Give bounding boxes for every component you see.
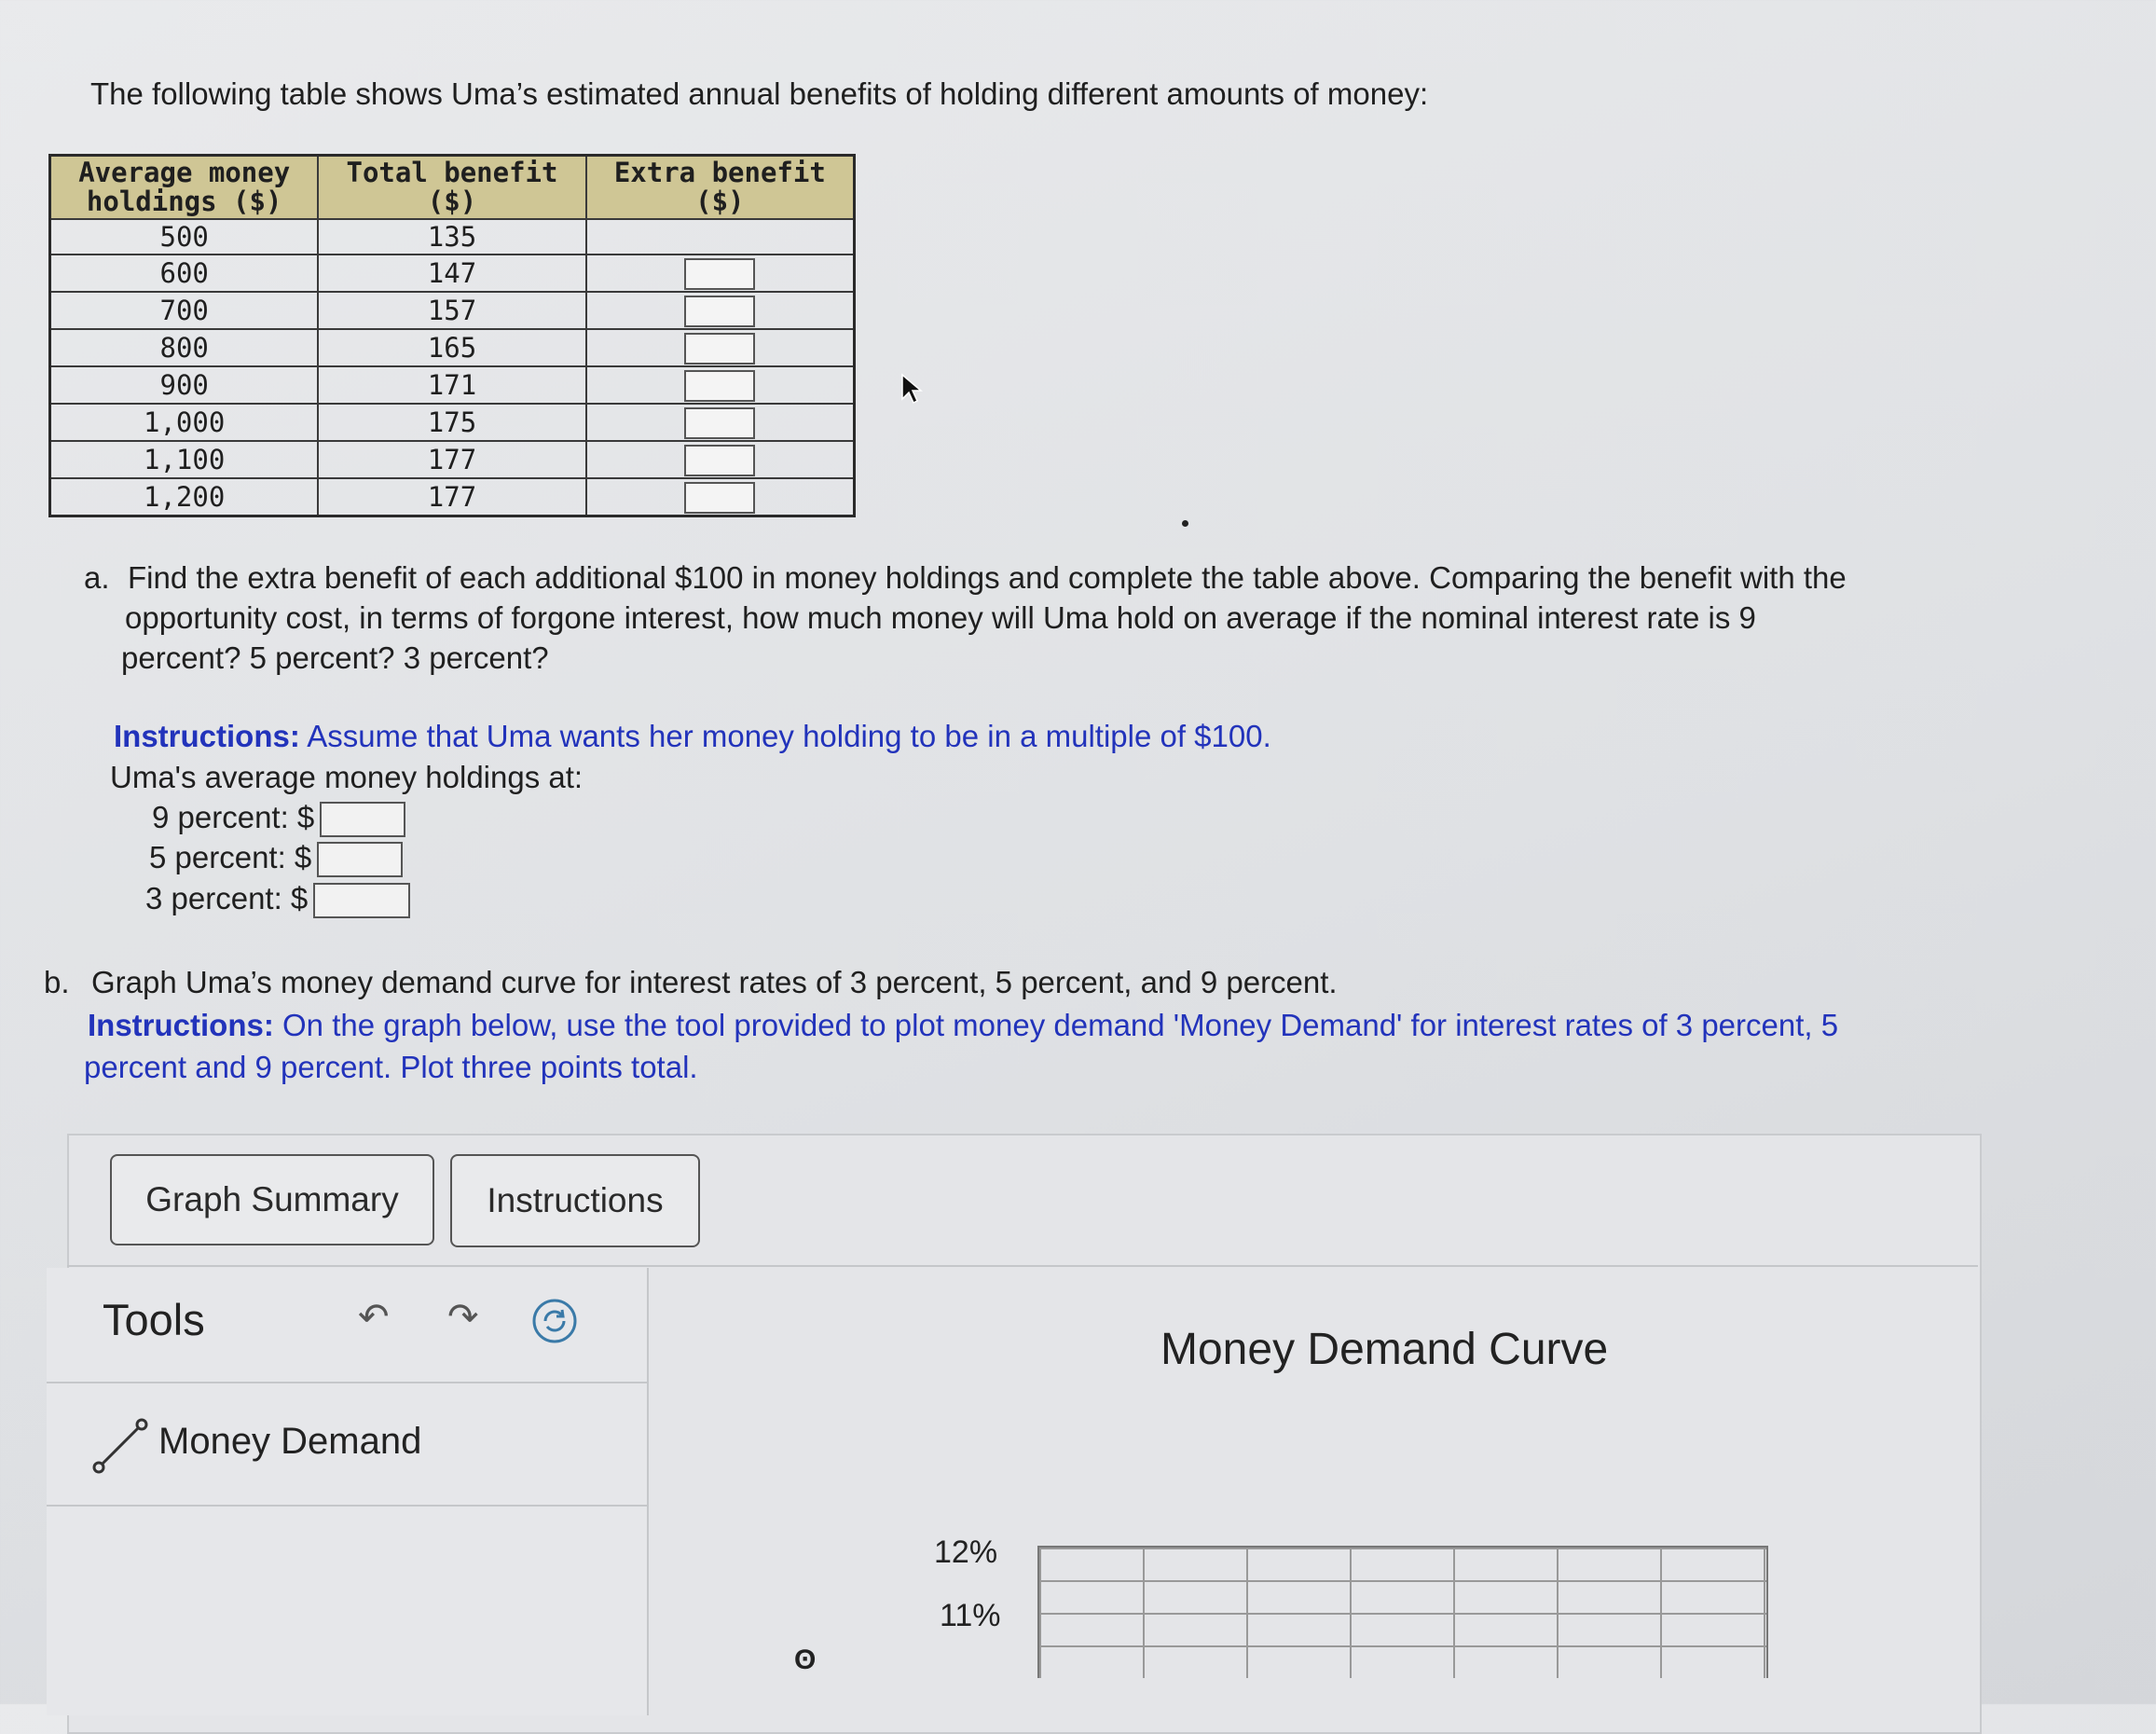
total-benefit-cell: 171 bbox=[318, 366, 585, 404]
graph-summary-button[interactable]: Graph Summary bbox=[110, 1154, 434, 1245]
total-benefit-cell: 177 bbox=[318, 478, 585, 516]
rate-3-input[interactable] bbox=[313, 883, 410, 918]
extra-benefit-cell bbox=[586, 219, 855, 255]
graph-title: Money Demand Curve bbox=[1160, 1325, 1609, 1374]
part-a-line1: Find the extra benefit of each additional $100 in money holdings and complete the table above. Comparing the benefit with the bbox=[128, 560, 1847, 595]
part-b-label: b. bbox=[44, 965, 70, 999]
instructions-text: On the graph below, use the tool provided to plot money demand 'Money Demand' for interest rates of 3 percent, 5 bbox=[273, 1008, 1839, 1042]
extra-benefit-cell bbox=[586, 441, 855, 478]
money-demand-tool[interactable]: Money Demand bbox=[158, 1421, 422, 1462]
graph-plot-area[interactable] bbox=[1037, 1546, 1768, 1678]
benefit-table bbox=[48, 154, 856, 517]
tools-label: Tools bbox=[103, 1295, 205, 1344]
table-row bbox=[50, 329, 855, 366]
extra-benefit-cell bbox=[586, 255, 855, 292]
total-benefit-cell: 175 bbox=[318, 404, 585, 441]
rate-5-label: 5 percent: $ bbox=[149, 840, 312, 874]
scroll-indicator-icon: ʘ bbox=[794, 1645, 817, 1675]
tools-divider bbox=[47, 1382, 647, 1383]
extra-benefit-cell bbox=[586, 329, 855, 366]
rate-3-row bbox=[145, 878, 410, 918]
instructions-text: Assume that Uma wants her money holding to be in a multiple of $100. bbox=[299, 719, 1271, 753]
part-b-line3: percent and 9 percent. Plot three points total. bbox=[84, 1050, 698, 1084]
extra-benefit-input[interactable] bbox=[684, 407, 755, 439]
table-row bbox=[50, 255, 855, 292]
table-row bbox=[50, 478, 855, 516]
redo-icon[interactable]: ↷ bbox=[447, 1297, 479, 1338]
instructions-label: Instructions: bbox=[88, 1008, 274, 1042]
total-benefit-cell: 157 bbox=[318, 292, 585, 329]
y-tick-label: 12% bbox=[934, 1534, 998, 1570]
extra-benefit-input[interactable] bbox=[684, 370, 755, 402]
holdings-cell: 700 bbox=[50, 292, 319, 329]
part-a-label: a. bbox=[84, 560, 110, 595]
part-a-line2: opportunity cost, in terms of forgone interest, how much money will Uma hold on average if the nominal interest rate is 9 bbox=[125, 600, 1756, 635]
extra-benefit-cell bbox=[586, 478, 855, 516]
extra-benefit-cell bbox=[586, 404, 855, 441]
holdings-cell: 900 bbox=[50, 366, 319, 404]
rate-9-row bbox=[152, 797, 405, 837]
part-b-line1: Graph Uma’s money demand curve for interest rates of 3 percent, 5 percent, and 9 percent. bbox=[91, 965, 1338, 999]
total-benefit-cell: 165 bbox=[318, 329, 585, 366]
holdings-cell: 1,200 bbox=[50, 478, 319, 516]
extra-benefit-input[interactable] bbox=[684, 258, 755, 290]
extra-benefit-cell bbox=[586, 366, 855, 404]
total-benefit-cell: 147 bbox=[318, 255, 585, 292]
table-row bbox=[50, 441, 855, 478]
part-a-instructions bbox=[114, 716, 1271, 756]
holdings-cell: 800 bbox=[50, 329, 319, 366]
extra-benefit-input[interactable] bbox=[684, 333, 755, 365]
holdings-cell: 1,000 bbox=[50, 404, 319, 441]
header-total-benefit: Total benefit ($) bbox=[318, 156, 585, 220]
y-tick-label: 11% bbox=[940, 1598, 1001, 1633]
instructions-button[interactable]: Instructions bbox=[450, 1154, 700, 1247]
header-extra-benefit: Extra benefit ($) bbox=[586, 156, 855, 220]
panel-divider bbox=[67, 1265, 1978, 1267]
instructions-label: Instructions: bbox=[114, 719, 300, 753]
reset-icon[interactable] bbox=[531, 1298, 578, 1344]
table-row bbox=[50, 404, 855, 441]
line-tool-icon[interactable] bbox=[91, 1417, 149, 1475]
holdings-cell: 600 bbox=[50, 255, 319, 292]
intro-text: The following table shows Uma’s estimated annual benefits of holding different amounts of money: bbox=[90, 76, 1429, 111]
rate-5-input[interactable] bbox=[317, 842, 403, 877]
tools-divider bbox=[47, 1505, 647, 1507]
extra-benefit-input[interactable] bbox=[684, 445, 755, 476]
extra-benefit-input[interactable] bbox=[684, 482, 755, 514]
part-a-line3: percent? 5 percent? 3 percent? bbox=[121, 640, 549, 675]
holdings-cell: 500 bbox=[50, 219, 319, 255]
total-benefit-cell: 177 bbox=[318, 441, 585, 478]
mouse-cursor-icon bbox=[900, 373, 923, 406]
rate-3-label: 3 percent: $ bbox=[145, 881, 309, 915]
extra-benefit-input[interactable] bbox=[684, 296, 755, 327]
table-row bbox=[50, 366, 855, 404]
rate-9-label: 9 percent: $ bbox=[152, 800, 315, 834]
stray-dot bbox=[1182, 520, 1188, 527]
rate-9-input[interactable] bbox=[320, 802, 405, 837]
holdings-cell: 1,100 bbox=[50, 441, 319, 478]
part-b-instructions bbox=[88, 1005, 1838, 1045]
holdings-label: Uma's average money holdings at: bbox=[110, 760, 584, 794]
rate-5-row bbox=[149, 837, 403, 877]
table-row bbox=[50, 219, 855, 255]
header-holdings: Average money holdings ($) bbox=[50, 156, 319, 220]
table-row bbox=[50, 292, 855, 329]
undo-icon[interactable]: ↶ bbox=[358, 1297, 390, 1338]
extra-benefit-cell bbox=[586, 292, 855, 329]
total-benefit-cell: 135 bbox=[318, 219, 585, 255]
